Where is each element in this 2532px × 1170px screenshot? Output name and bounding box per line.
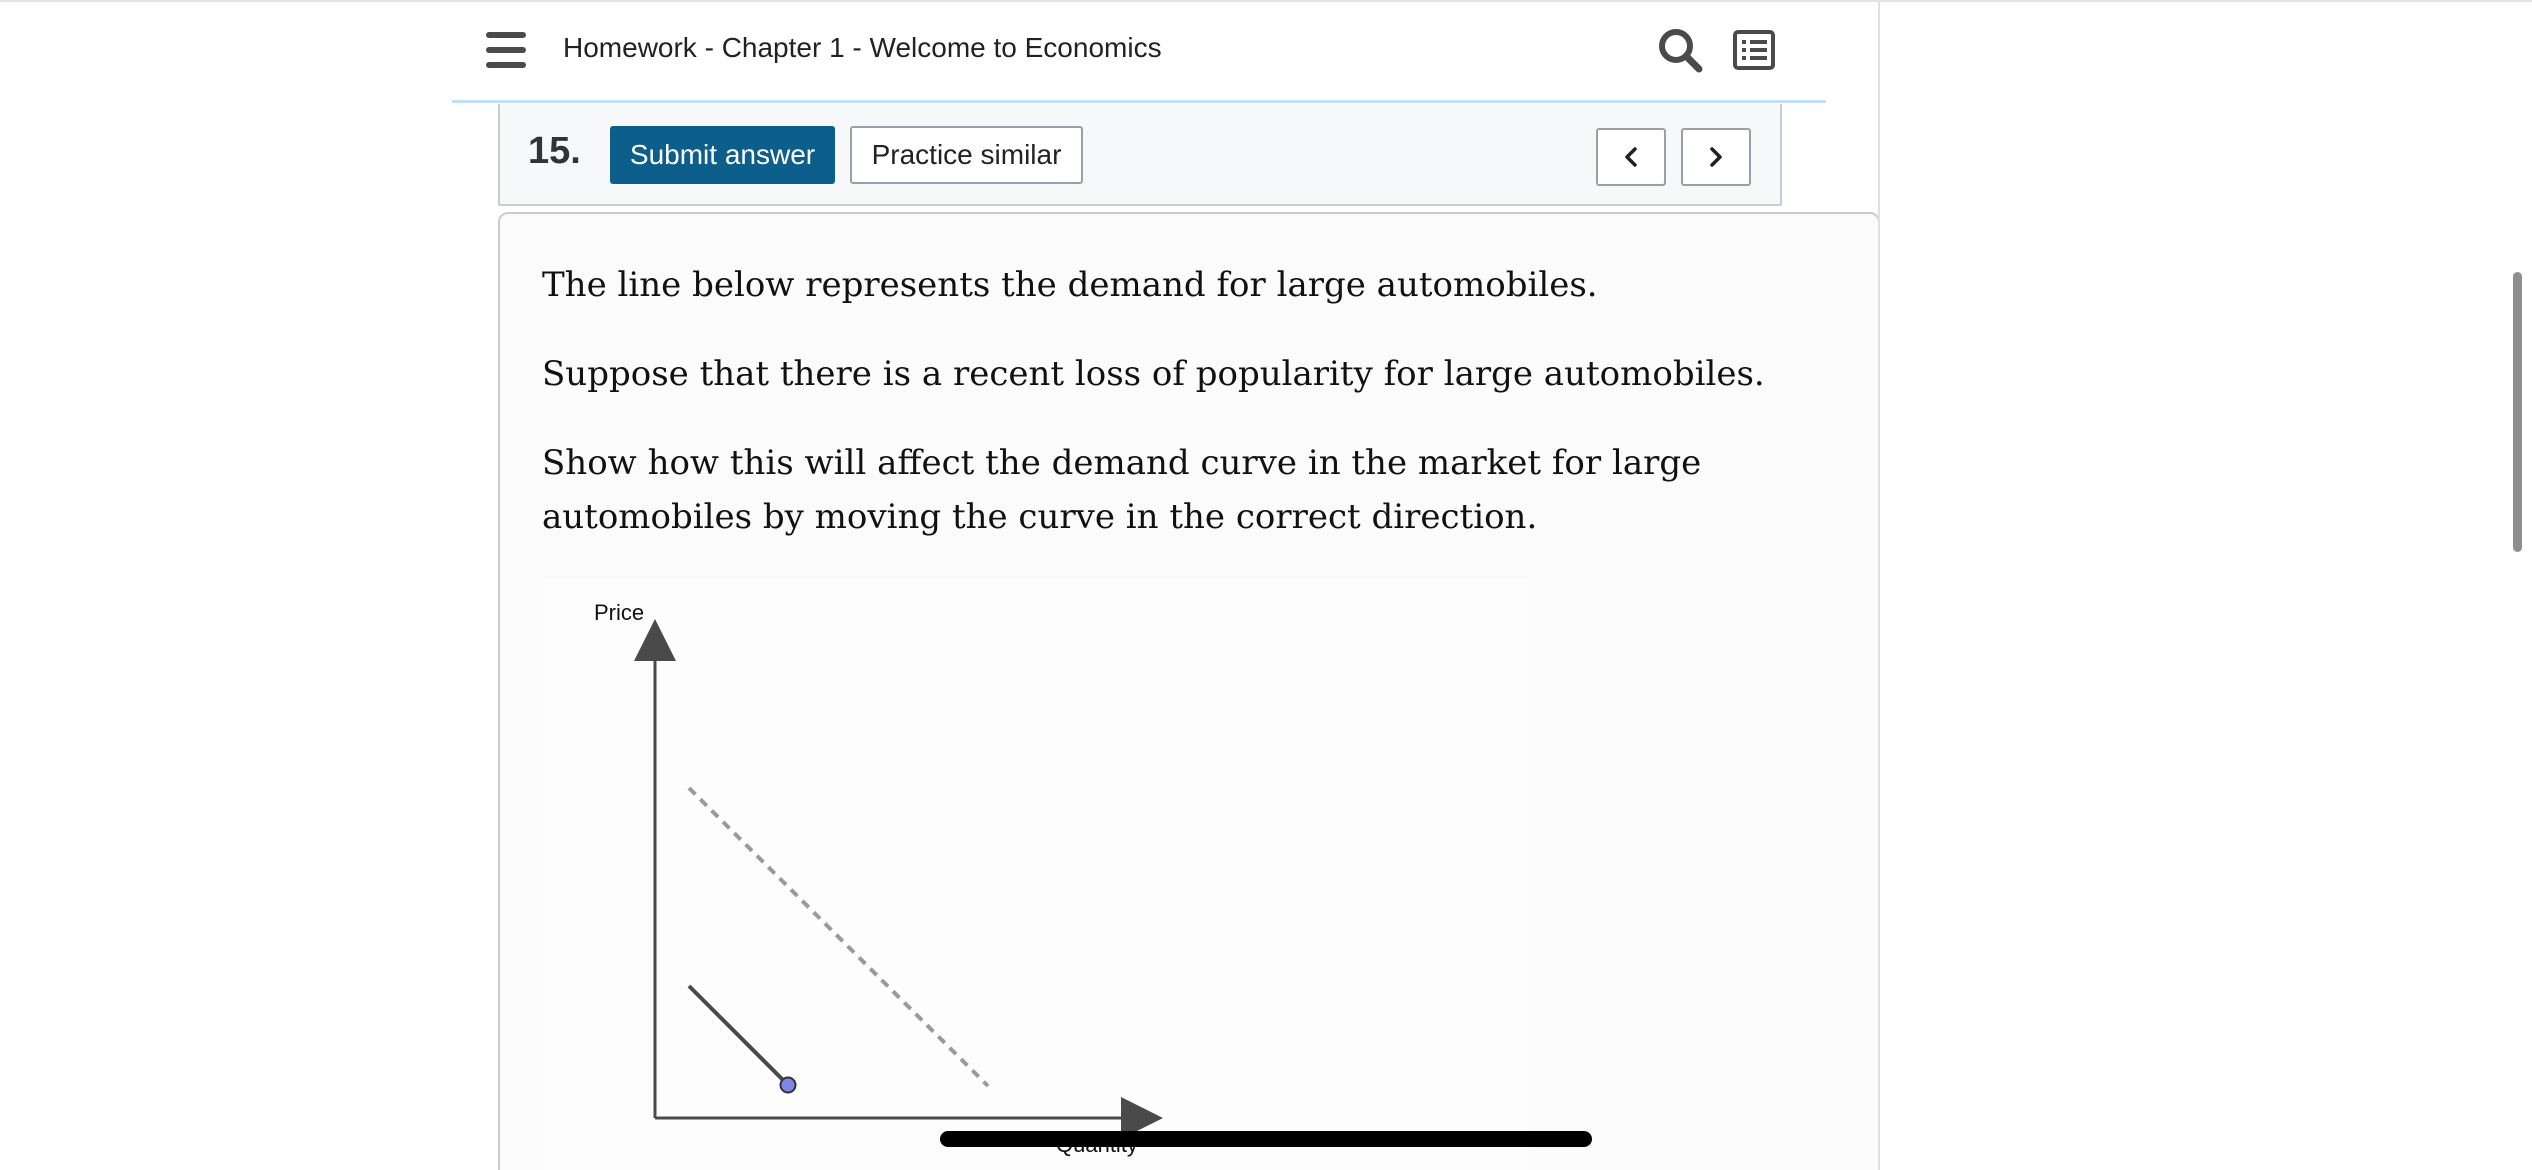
- hamburger-menu-icon[interactable]: [486, 30, 526, 70]
- chevron-left-icon: [1621, 147, 1641, 167]
- question-text-3: Show how this will affect the demand curve in the market for large automobiles by moving the curve in the correct direction.: [542, 443, 1702, 537]
- demand-graph[interactable]: [542, 578, 1530, 1170]
- practice-similar-button[interactable]: Practice similar: [850, 126, 1083, 184]
- chevron-right-icon: [1706, 147, 1726, 167]
- curve-drag-handle[interactable]: [781, 1078, 796, 1093]
- question-text-1: The line below represents the demand for large automobiles.: [542, 265, 1598, 305]
- vertical-scrollbar[interactable]: [2513, 272, 2522, 552]
- submit-answer-button[interactable]: Submit answer: [610, 126, 835, 184]
- previous-question-button[interactable]: [1596, 128, 1666, 186]
- header-underline: [452, 100, 1826, 103]
- question-list-icon[interactable]: [1732, 28, 1776, 72]
- question-number: 15.: [528, 130, 581, 172]
- content-right-border: [1878, 0, 1880, 1170]
- movable-demand-curve[interactable]: [689, 986, 788, 1085]
- search-icon[interactable]: [1656, 26, 1704, 74]
- question-text-2: Suppose that there is a recent loss of popularity for large automobiles.: [542, 354, 1765, 394]
- next-question-button[interactable]: [1681, 128, 1751, 186]
- y-axis-label: Price: [594, 600, 645, 625]
- original-demand-curve-dashed: [689, 788, 988, 1086]
- page-title: Homework - Chapter 1 - Welcome to Economics: [563, 32, 1162, 63]
- home-indicator: [940, 1131, 1592, 1147]
